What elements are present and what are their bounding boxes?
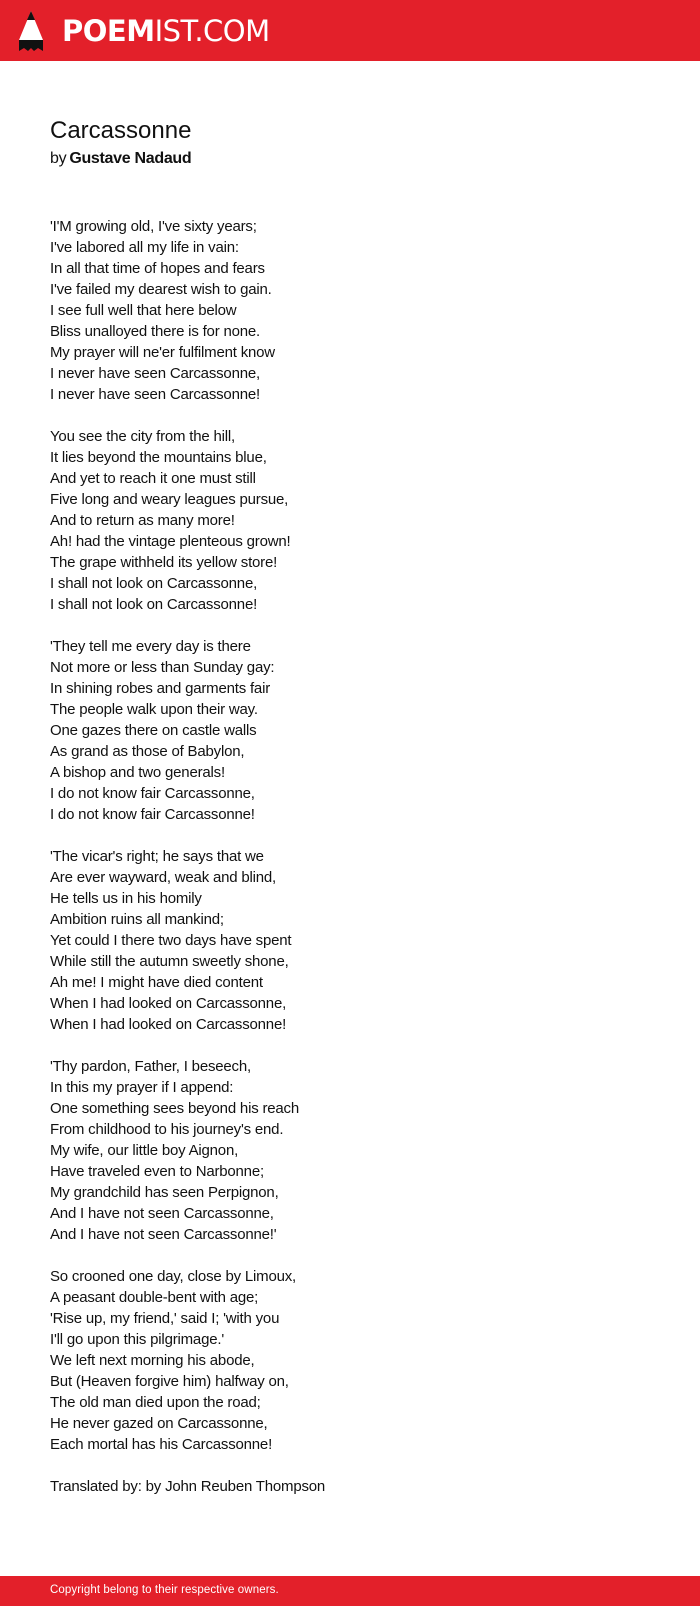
poem-line: Ambition ruins all mankind; — [50, 911, 224, 928]
poem-line: One something sees beyond his reach — [50, 1100, 299, 1117]
stanza-3 — [50, 636, 650, 825]
poem-line: 'I'M growing old, I've sixty years; — [50, 218, 257, 235]
poem-line: He never gazed on Carcassonne, — [50, 1415, 268, 1432]
poem-line: Not more or less than Sunday gay: — [50, 659, 275, 676]
poem-line: We left next morning his abode, — [50, 1352, 255, 1369]
poem-line: It lies beyond the mountains blue, — [50, 449, 267, 466]
poem-line: Yet could I there two days have spent — [50, 932, 292, 949]
poem-line: 'Thy pardon, Father, I beseech, — [50, 1058, 251, 1075]
poem-line: The people walk upon their way. — [50, 701, 258, 718]
poem-line: I shall not look on Carcassonne, — [50, 575, 258, 592]
poem-line: While still the autumn sweetly shone, — [50, 953, 289, 970]
poem-line: Have traveled even to Narbonne; — [50, 1163, 264, 1180]
poem-line: As grand as those of Babylon, — [50, 743, 245, 760]
site-footer — [0, 1576, 700, 1606]
pencil-tip-icon — [18, 10, 44, 52]
poem-line: A bishop and two generals! — [50, 764, 225, 781]
by-label: by — [50, 150, 67, 167]
poem-line: I do not know fair Carcassonne! — [50, 806, 255, 823]
poem-line: 'They tell me every day is there — [50, 638, 251, 655]
poem-line: I shall not look on Carcassonne! — [50, 596, 258, 613]
copyright-notice: Copyright belong to their respective owners. — [50, 1584, 279, 1596]
poem-line: A peasant double-bent with age; — [50, 1289, 259, 1306]
poem-line: In all that time of hopes and fears — [50, 260, 265, 277]
byline — [50, 148, 650, 170]
stanza-1 — [50, 216, 650, 405]
stanza-4 — [50, 846, 650, 1035]
poem-line: I've labored all my life in vain: — [50, 239, 239, 256]
site-logo-text — [62, 13, 270, 48]
poem-line: I do not know fair Carcassonne, — [50, 785, 255, 802]
author-name: Gustave Nadaud — [69, 150, 192, 167]
stanza-5 — [50, 1056, 650, 1245]
poem-title: Carcassonne — [50, 117, 192, 144]
logo-bold-part: POEM — [62, 13, 155, 48]
site-header — [0, 0, 700, 61]
poem-line: The grape withheld its yellow store! — [50, 554, 278, 571]
poem-line: But (Heaven forgive him) halfway on, — [50, 1373, 289, 1390]
poem-body — [50, 216, 650, 1497]
stanza-6 — [50, 1266, 650, 1455]
poem-line: The old man died upon the road; — [50, 1394, 261, 1411]
poem-line: In shining robes and garments fair — [50, 680, 270, 697]
poem-line: He tells us in his homily — [50, 890, 202, 907]
translator-credit: Translated by: by John Reuben Thompson — [50, 1478, 326, 1495]
logo-thin-part: IST.COM — [154, 13, 270, 48]
poem-line: So crooned one day, close by Limoux, — [50, 1268, 297, 1285]
poem-line: 'Rise up, my friend,' said I; 'with you — [50, 1310, 280, 1327]
poem-line: Five long and weary leagues pursue, — [50, 491, 289, 508]
poem-line: Are ever wayward, weak and blind, — [50, 869, 277, 886]
poem-line: I never have seen Carcassonne! — [50, 386, 260, 403]
poem-line: From childhood to his journey's end. — [50, 1121, 284, 1138]
poem-line: When I had looked on Carcassonne! — [50, 1016, 287, 1033]
poem-line: When I had looked on Carcassonne, — [50, 995, 287, 1012]
poem-line: Ah! had the vintage plenteous grown! — [50, 533, 291, 550]
poem-line: Each mortal has his Carcassonne! — [50, 1436, 273, 1453]
stanza-2 — [50, 426, 650, 615]
poem-line: Ah me! I might have died content — [50, 974, 263, 991]
poem-content — [50, 114, 650, 1497]
poem-line: I never have seen Carcassonne, — [50, 365, 260, 382]
poem-line: In this my prayer if I append: — [50, 1079, 234, 1096]
poem-line: My prayer will ne'er fulfilment know — [50, 344, 275, 361]
poem-line: 'The vicar's right; he says that we — [50, 848, 264, 865]
poem-line: My grandchild has seen Perpignon, — [50, 1184, 279, 1201]
poem-line: And yet to reach it one must still — [50, 470, 256, 487]
poem-line: My wife, our little boy Aignon, — [50, 1142, 239, 1159]
poem-line: I see full well that here below — [50, 302, 237, 319]
poem-line: I'll go upon this pilgrimage.' — [50, 1331, 224, 1348]
poem-line: And to return as many more! — [50, 512, 235, 529]
poem-line: I've failed my dearest wish to gain. — [50, 281, 272, 298]
poem-line: And I have not seen Carcassonne!' — [50, 1226, 277, 1243]
poem-line: One gazes there on castle walls — [50, 722, 257, 739]
poem-line: You see the city from the hill, — [50, 428, 236, 445]
site-logo-link[interactable] — [18, 10, 270, 52]
poem-line: And I have not seen Carcassonne, — [50, 1205, 274, 1222]
poem-line: Bliss unalloyed there is for none. — [50, 323, 260, 340]
